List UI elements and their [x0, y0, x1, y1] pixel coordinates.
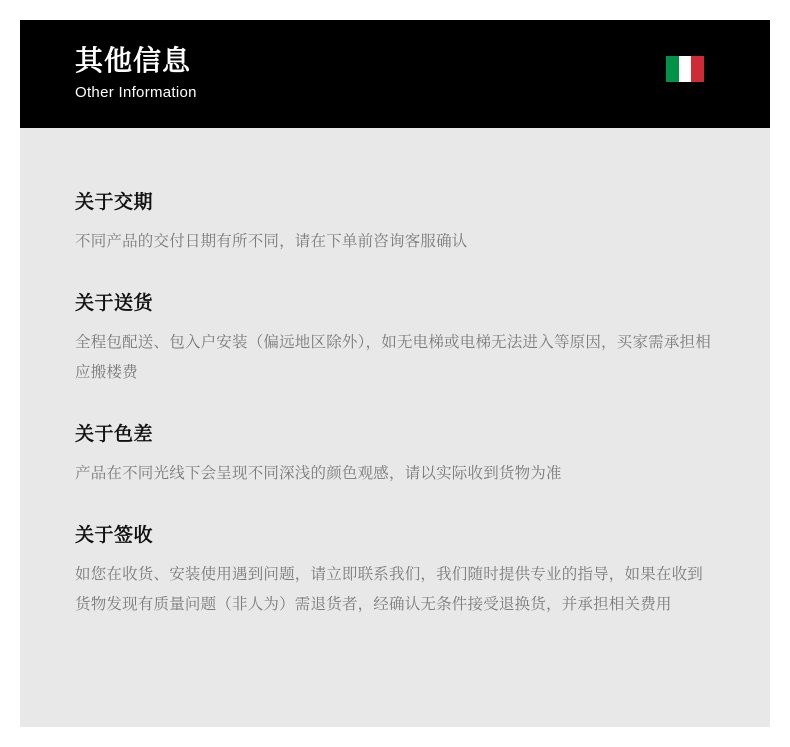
- flag-stripe-green: [666, 56, 679, 82]
- card-body: [20, 128, 770, 620]
- section-title: 关于送货: [75, 293, 154, 314]
- flag-stripe-red: [691, 56, 704, 82]
- page-title-en: Other Information: [75, 84, 197, 101]
- header-title-group: [75, 42, 197, 104]
- section-text: 不同产品的交付日期有所不同，请在下单前咨询客服确认: [75, 233, 468, 250]
- section-text: 全程包配送、包入户安装（偏远地区除外），如无电梯或电梯无法进入等原因，买家需承担相应搬楼费: [75, 334, 711, 381]
- section-title: 关于色差: [75, 424, 154, 445]
- section-text: 如您在收货、安装使用遇到问题，请立即联系我们，我们随时提供专业的指导，如果在收到货物发现有质量问题（非人为）需退货者，经确认无条件接受退换货，并承担相关费用: [75, 566, 704, 613]
- section-shipping: [20, 291, 770, 388]
- page-title-cn: 其他信息: [75, 45, 192, 76]
- section-color-difference: [20, 422, 770, 489]
- section-text: 产品在不同光线下会呈现不同深浅的颜色观感，请以实际收到货物为准: [75, 465, 562, 482]
- section-title: 关于签收: [75, 525, 154, 546]
- section-receipt: [20, 523, 770, 620]
- italian-flag-icon: [666, 56, 704, 82]
- other-information-card: [20, 20, 770, 727]
- section-title: 关于交期: [75, 192, 154, 213]
- section-delivery-time: [20, 190, 770, 257]
- card-header: [20, 20, 770, 128]
- flag-stripe-white: [679, 56, 692, 82]
